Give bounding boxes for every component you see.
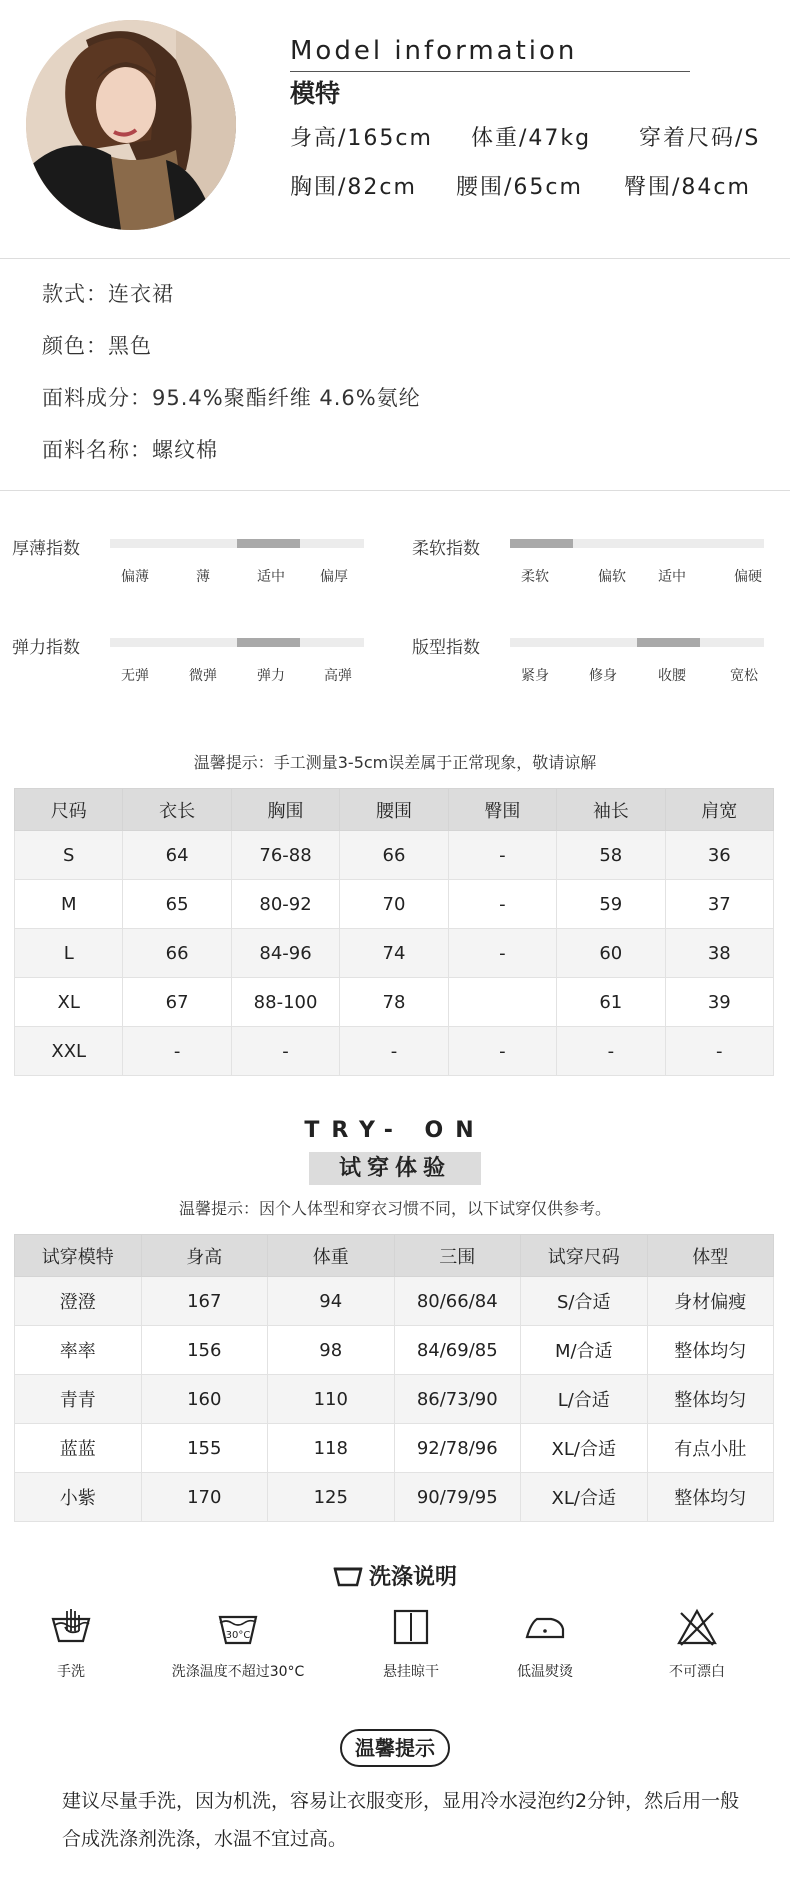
table-cell: 67 [123, 978, 231, 1027]
table-cell: 90/79/95 [394, 1473, 521, 1522]
table-cell: 身材偏瘦 [647, 1277, 774, 1326]
hang-dry-icon [389, 1605, 433, 1649]
table-cell: 84/69/85 [394, 1326, 521, 1375]
model-photo [26, 20, 236, 230]
table-cell: - [340, 1027, 448, 1076]
table-cell: 98 [268, 1326, 395, 1375]
table-cell: 125 [268, 1473, 395, 1522]
index-option: 弹力 [257, 668, 285, 684]
table-cell: 38 [665, 929, 773, 978]
table-row [15, 1277, 774, 1326]
table-cell: 65 [123, 880, 231, 929]
model-avatar [26, 20, 236, 230]
table-cell: 蓝蓝 [15, 1424, 142, 1473]
table-header: 胸围 [231, 789, 339, 831]
table-cell: L/合适 [521, 1375, 648, 1424]
table-cell: 58 [557, 831, 665, 880]
table-cell: 92/78/96 [394, 1424, 521, 1473]
index-option: 修身 [589, 668, 617, 684]
spec-color: 颜色：黑色 [42, 334, 152, 358]
index-option: 高弹 [324, 668, 352, 684]
table-cell: 小紫 [15, 1473, 142, 1522]
index-label: 弹力指数 [12, 638, 80, 658]
index-option: 偏软 [598, 569, 626, 585]
table-cell: 60 [557, 929, 665, 978]
model-height: 身高/165cm [290, 126, 433, 151]
model-info-title: Model information [290, 36, 578, 66]
table-cell: 167 [141, 1277, 268, 1326]
index-fill [237, 539, 300, 548]
index-fill [237, 638, 300, 647]
table-cell: XL/合适 [521, 1424, 648, 1473]
table-cell: 青青 [15, 1375, 142, 1424]
table-header: 尺码 [15, 789, 123, 831]
section-divider [0, 490, 790, 491]
tryon-title-en: TRY- ON [304, 1118, 486, 1143]
table-cell: 80/66/84 [394, 1277, 521, 1326]
table-cell: 118 [268, 1424, 395, 1473]
table-row [15, 1326, 774, 1375]
table-row [15, 978, 774, 1027]
table-cell: 整体均匀 [647, 1375, 774, 1424]
index-fill [637, 638, 700, 647]
size-note: 温馨提示：手工测量3-5cm误差属于正常现象，敬请谅解 [193, 753, 597, 772]
tips-text: 建议尽量手洗，因为机洗，容易让衣服变形，显用冷水浸泡约2分钟，然后用一般合成洗涤剂洗涤，水温不宜过高。 [62, 1790, 740, 1850]
wash-label: 洗涤温度不超过30°C [171, 1664, 305, 1680]
table-row [15, 880, 774, 929]
no-bleach-icon [675, 1605, 719, 1649]
table-cell: 156 [141, 1326, 268, 1375]
table-cell: 澄澄 [15, 1277, 142, 1326]
tryon-title-cn: 试穿体验 [309, 1152, 481, 1185]
index-option: 收腰 [658, 668, 686, 684]
table-cell: 66 [340, 831, 448, 880]
size-table [14, 788, 774, 1076]
table-cell: 70 [340, 880, 448, 929]
wash-30-icon [216, 1605, 260, 1649]
model-size: 穿着尺码/S [639, 126, 761, 151]
table-cell: 36 [665, 831, 773, 880]
table-row [15, 1027, 774, 1076]
table-cell: XXL [15, 1027, 123, 1076]
section-divider [0, 258, 790, 259]
index-option: 宽松 [730, 668, 758, 684]
table-cell: 率率 [15, 1326, 142, 1375]
spec-composition: 面料成分：95.4%聚酯纤维 4.6%氨纶 [42, 386, 421, 410]
wash-temp-text: 30°C [225, 1630, 251, 1641]
wash-title [0, 1560, 790, 1593]
table-cell: 39 [665, 978, 773, 1027]
index-label: 厚薄指数 [12, 539, 80, 559]
hand-wash-icon [49, 1605, 93, 1649]
table-cell: 整体均匀 [647, 1473, 774, 1522]
index-label: 柔软指数 [412, 539, 480, 559]
table-cell: 170 [141, 1473, 268, 1522]
table-cell [448, 978, 556, 1027]
table-header: 衣长 [123, 789, 231, 831]
table-cell: - [448, 880, 556, 929]
table-cell: 110 [268, 1375, 395, 1424]
table-cell: 86/73/90 [394, 1375, 521, 1424]
table-header: 体重 [268, 1235, 395, 1277]
index-option: 紧身 [521, 668, 549, 684]
wash-title-text: 洗涤说明 [368, 1565, 457, 1590]
model-weight: 体重/47kg [471, 126, 592, 151]
table-cell: 66 [123, 929, 231, 978]
model-waist: 腰围/65cm [456, 175, 583, 200]
table-cell: S [15, 831, 123, 880]
index-option: 微弹 [189, 668, 217, 684]
table-cell: 94 [268, 1277, 395, 1326]
table-cell: 59 [557, 880, 665, 929]
tryon-note: 温馨提示：因个人体型和穿衣习惯不同，以下试穿仅供参考。 [178, 1199, 611, 1218]
model-info-section [0, 0, 790, 258]
table-cell: - [448, 831, 556, 880]
table-cell: - [448, 1027, 556, 1076]
table-cell: 37 [665, 880, 773, 929]
table-cell: - [123, 1027, 231, 1076]
table-header-row [15, 1235, 774, 1277]
wash-item-wash-30 [158, 1605, 318, 1681]
table-cell: XL [15, 978, 123, 1027]
table-cell: 有点小肚 [647, 1424, 774, 1473]
wash-label: 不可漂白 [669, 1664, 725, 1680]
table-header: 体型 [647, 1235, 774, 1277]
table-cell: 80-92 [231, 880, 339, 929]
table-header: 臀围 [448, 789, 556, 831]
tips-badge: 温馨提示 [340, 1729, 450, 1767]
index-option: 偏薄 [121, 569, 149, 585]
table-cell: M/合适 [521, 1326, 648, 1375]
index-option: 偏厚 [320, 569, 348, 585]
table-cell: 88-100 [231, 978, 339, 1027]
table-row [15, 929, 774, 978]
wash-basin-icon [333, 1565, 363, 1593]
table-header: 三围 [394, 1235, 521, 1277]
spec-style: 款式：连衣裙 [42, 282, 174, 306]
index-option: 薄 [196, 569, 210, 585]
table-cell: S/合适 [521, 1277, 648, 1326]
model-bust: 胸围/82cm [290, 175, 417, 200]
index-track [510, 539, 764, 548]
table-cell: - [665, 1027, 773, 1076]
model-hip: 臀围/84cm [624, 175, 751, 200]
table-row [15, 1424, 774, 1473]
index-option: 无弹 [121, 668, 149, 684]
index-option: 偏硬 [734, 569, 762, 585]
table-cell: 78 [340, 978, 448, 1027]
table-cell: - [448, 929, 556, 978]
table-header: 肩宽 [665, 789, 773, 831]
table-header-row [15, 789, 774, 831]
table-cell: 84-96 [231, 929, 339, 978]
wash-label: 低温熨烫 [517, 1664, 573, 1680]
table-cell: 61 [557, 978, 665, 1027]
table-cell: 64 [123, 831, 231, 880]
table-cell: L [15, 929, 123, 978]
index-track [510, 638, 764, 647]
table-cell: 整体均匀 [647, 1326, 774, 1375]
table-header: 身高 [141, 1235, 268, 1277]
table-cell: 155 [141, 1424, 268, 1473]
table-cell: XL/合适 [521, 1473, 648, 1522]
table-row [15, 831, 774, 880]
wash-item-hand-wash [0, 1605, 151, 1681]
model-info-subtitle: 模特 [290, 79, 341, 108]
index-fill [510, 539, 573, 548]
wash-item-low-iron [465, 1605, 625, 1681]
index-option: 适中 [658, 569, 686, 585]
table-cell: - [557, 1027, 665, 1076]
index-track [110, 539, 364, 548]
index-track [110, 638, 364, 647]
low-iron-icon [523, 1605, 567, 1649]
table-cell: M [15, 880, 123, 929]
table-cell: 160 [141, 1375, 268, 1424]
wash-label: 手洗 [57, 1664, 85, 1680]
spec-fabric-name: 面料名称：螺纹棉 [42, 438, 218, 462]
table-header: 试穿尺码 [521, 1235, 648, 1277]
table-header: 腰围 [340, 789, 448, 831]
tryon-table [14, 1234, 774, 1522]
table-row [15, 1375, 774, 1424]
wash-item-no-bleach [617, 1605, 777, 1681]
table-header: 袖长 [557, 789, 665, 831]
table-header: 试穿模特 [15, 1235, 142, 1277]
index-label: 版型指数 [412, 638, 480, 658]
title-divider [290, 71, 690, 72]
table-cell: - [231, 1027, 339, 1076]
wash-label: 悬挂晾干 [383, 1664, 439, 1680]
table-cell: 76-88 [231, 831, 339, 880]
index-option: 柔软 [521, 569, 549, 585]
index-option: 适中 [257, 569, 285, 585]
table-cell: 74 [340, 929, 448, 978]
table-row [15, 1473, 774, 1522]
